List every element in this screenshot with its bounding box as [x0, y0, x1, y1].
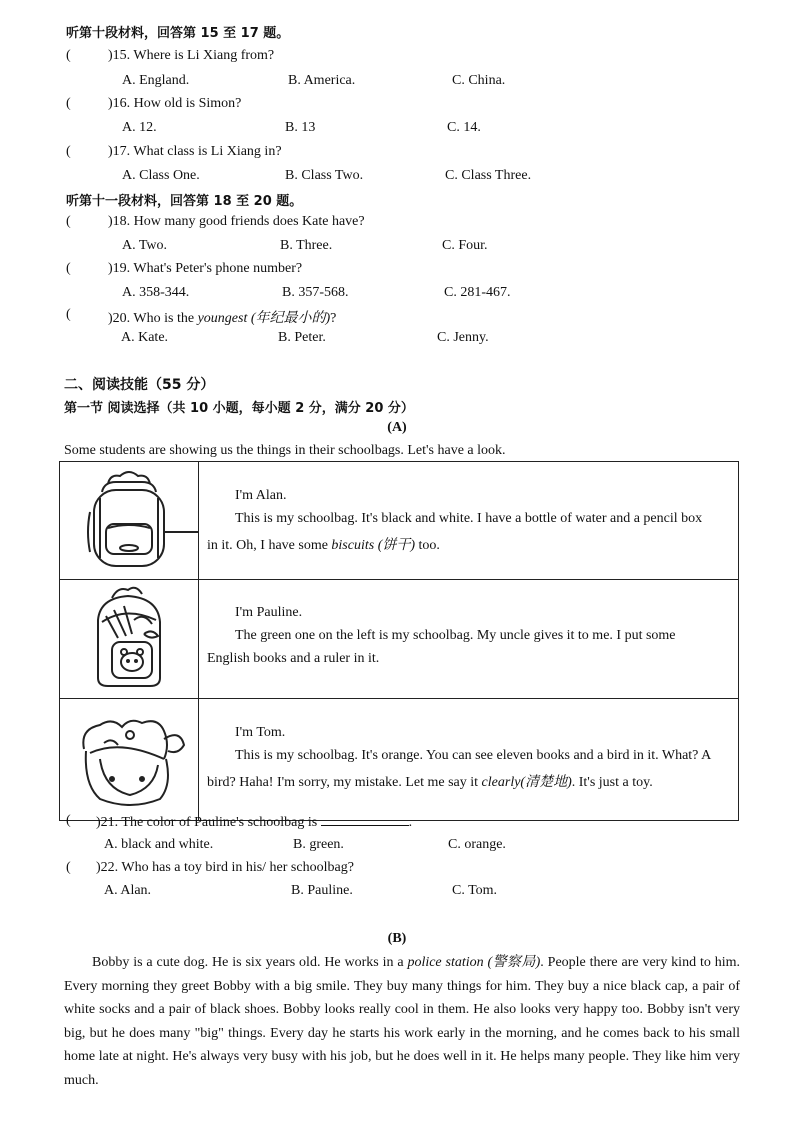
- answer-paren[interactable]: (: [66, 307, 71, 322]
- part-subtitle: 第一节 阅读选择（共 10 小题，每小题 2 分，满分 20 分）: [64, 401, 414, 416]
- option-c: C. Jenny.: [437, 330, 489, 345]
- option-b: B. Three.: [280, 238, 333, 253]
- alan-bag-image: [60, 462, 199, 580]
- part-title: 二、阅读技能（55 分）: [64, 377, 215, 393]
- question-text: )15. Where is Li Xiang from?: [108, 48, 275, 63]
- passage-b: Bobby is a cute dog. He is six years old. He works in a police station (警察局). People there are very kind to him. Every morning they greet Bobby with a big smile. They buy many things for him. They buy a nice black cap, a pair of white socks and a pair of black shoes. Bobby looks really cool in them. He also looks very happy too. Bobby isn't very big, but he does many "big" things. Every day he starts his work early in the morning, and he comes back to his small home late at night. He's always very busy with his job, but he does well in it. He helps many people. They like him very much.: [64, 955, 740, 1088]
- speaker-name: I'm Pauline.: [235, 605, 303, 620]
- option-a: A. Class One.: [122, 168, 200, 183]
- tom-bag-image: [60, 699, 199, 821]
- question-text: )19. What's Peter's phone number?: [108, 261, 303, 276]
- answer-paren[interactable]: (: [66, 214, 71, 229]
- text-line: The green one on the left is my schoolbag. My uncle gives it to me. I put some: [235, 628, 676, 643]
- text-line: This is my schoolbag. It's orange. You can see eleven books and a bird in it. What? A: [235, 748, 712, 763]
- backpack-icon: [60, 462, 198, 574]
- option-a: A. Kate.: [121, 330, 169, 345]
- question-text: )16. How old is Simon?: [108, 96, 242, 111]
- answer-paren[interactable]: (: [66, 813, 71, 828]
- option-a: A. black and white.: [104, 837, 214, 852]
- option-c: C. Tom.: [452, 883, 498, 898]
- question-text: )18. How many good friends does Kate have?: [108, 214, 365, 229]
- passage-label-b: (B): [387, 931, 407, 946]
- option-a: A. Two.: [122, 238, 168, 253]
- speaker-name: I'm Alan.: [235, 488, 287, 503]
- option-b: B. Class Two.: [285, 168, 364, 183]
- text-line: English books and a ruler in it.: [207, 651, 380, 666]
- option-c: C. 14.: [447, 120, 481, 135]
- text-line: This is my schoolbag. It's black and white. I have a bottle of water and a pencil box: [235, 511, 703, 526]
- text-line: in it. Oh, I have some biscuits (饼干) too.: [207, 538, 440, 553]
- text-line: bird? Haha! I'm sorry, my mistake. Let me say it clearly(清楚地). It's just a toy.: [207, 775, 653, 790]
- option-a: A. Alan.: [104, 883, 152, 898]
- answer-paren[interactable]: (: [66, 96, 71, 111]
- option-b: B. America.: [288, 73, 356, 88]
- option-b: B. 357-568.: [282, 285, 349, 300]
- answer-paren[interactable]: (: [66, 860, 71, 875]
- option-a: A. England.: [122, 73, 190, 88]
- table-row: [60, 699, 739, 821]
- schoolbag-table: [59, 461, 739, 821]
- backpack-icon: [60, 580, 198, 693]
- question-text: )17. What class is Li Xiang in?: [108, 144, 282, 159]
- speaker-name: I'm Tom.: [235, 725, 286, 740]
- pauline-text: [199, 580, 739, 699]
- question-text: )22. Who has a toy bird in his/ her schoolbag?: [96, 860, 354, 875]
- alan-text: [199, 462, 739, 580]
- backpack-icon: [60, 699, 198, 815]
- option-b: B. Pauline.: [291, 883, 353, 898]
- option-b: B. green.: [293, 837, 344, 852]
- option-a: A. 12.: [122, 120, 157, 135]
- section-header-10: 听第十段材料，回答第 15 至 17 题。: [66, 26, 290, 41]
- question-text: )20. Who is the youngest (年纪最小的)?: [108, 311, 337, 326]
- option-c: C. 281-467.: [444, 285, 511, 300]
- passage-label-a: (A): [387, 420, 407, 435]
- option-c: C. Class Three.: [445, 168, 532, 183]
- answer-paren[interactable]: (: [66, 48, 71, 63]
- pauline-bag-image: [60, 580, 199, 699]
- option-b: B. 13: [285, 120, 316, 135]
- passage-intro: Some students are showing us the things in their schoolbags. Let's have a look.: [64, 443, 506, 458]
- tom-text: [199, 699, 739, 821]
- section-header-11: 听第十一段材料，回答第 18 至 20 题。: [66, 194, 303, 209]
- table-row: [60, 580, 739, 699]
- table-row: [60, 462, 739, 580]
- option-c: C. China.: [452, 73, 506, 88]
- question-text: )21. The color of Pauline's schoolbag is .: [96, 815, 413, 830]
- answer-paren[interactable]: (: [66, 144, 71, 159]
- option-a: A. 358-344.: [122, 285, 190, 300]
- option-c: C. orange.: [448, 837, 506, 852]
- option-c: C. Four.: [442, 238, 488, 253]
- answer-blank[interactable]: [321, 813, 409, 826]
- answer-paren[interactable]: (: [66, 261, 71, 276]
- option-b: B. Peter.: [278, 330, 326, 345]
